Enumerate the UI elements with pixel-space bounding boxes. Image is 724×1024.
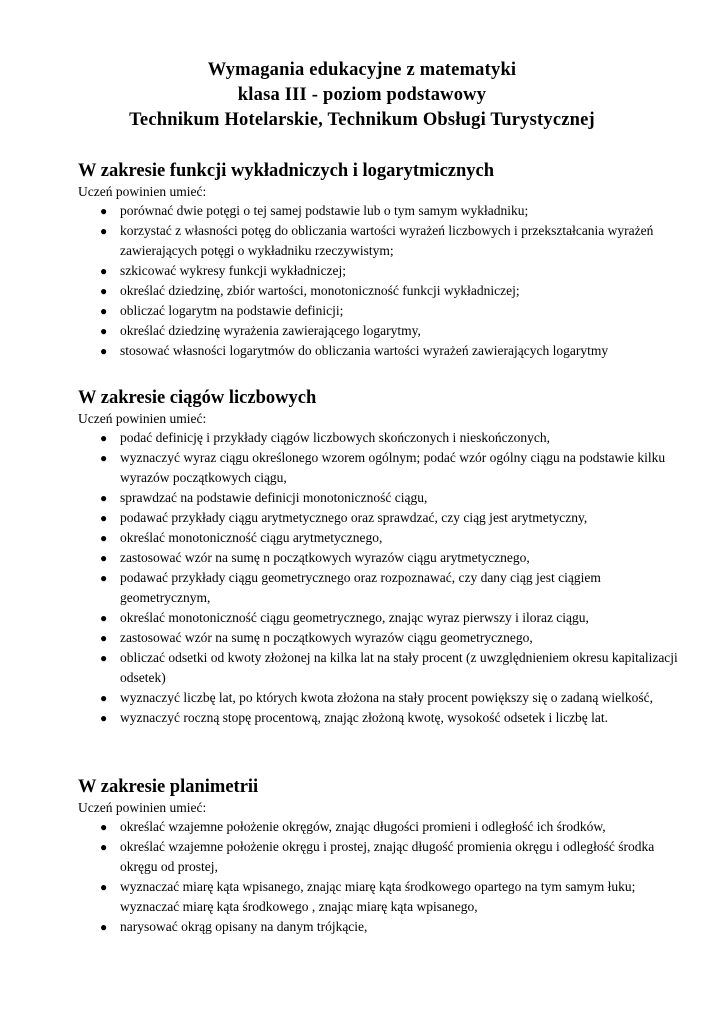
list-item — [78, 261, 678, 281]
document-title — [0, 58, 724, 133]
bullet-icon: ● — [100, 651, 108, 665]
section-intro: Uczeń powinien umieć: — [78, 411, 207, 426]
bullet-icon: ● — [100, 880, 108, 894]
requirements-list — [78, 201, 678, 361]
list-item — [78, 548, 678, 568]
bullet-icon: ● — [100, 491, 108, 505]
list-item — [78, 508, 678, 528]
list-item — [78, 448, 678, 488]
bullet-icon: ● — [100, 284, 108, 298]
list-item-text: podać definicję i przykłady ciągów liczbowych skończonych i nieskończonych, — [120, 430, 550, 445]
list-item-text: zastosować wzór na sumę n początkowych wyrazów ciągu geometrycznego, — [120, 630, 533, 645]
bullet-icon: ● — [100, 431, 108, 445]
list-item-text: obliczać odsetki od kwoty złożonej na kilka lat na stały procent (z uwzględnieniem okresu kapitalizacji odsetek) — [120, 650, 678, 685]
section-intro: Uczeń powinien umieć: — [78, 800, 207, 815]
list-item — [78, 837, 678, 877]
list-item — [78, 648, 678, 688]
list-item-text: stosować własności logarytmów do obliczania wartości wyrażeń zawierających logarytmy — [120, 343, 609, 358]
list-item-text: określać dziedzinę, zbiór wartości, monotoniczność funkcji wykładniczej; — [120, 283, 520, 298]
title-line-2: klasa III - poziom podstawowy — [237, 85, 487, 105]
list-item — [78, 301, 678, 321]
bullet-icon: ● — [100, 511, 108, 525]
bullet-icon: ● — [100, 820, 108, 834]
title-line-3: Technikum Hotelarskie, Technikum Obsługi Turystycznej — [129, 110, 595, 130]
list-item-text: określać wzajemne położenie okręgu i prostej, znając długość promienia okręgu i odległość środka okręgu od prostej, — [120, 839, 655, 874]
section-heading: W zakresie funkcji wykładniczych i logarytmicznych — [78, 161, 495, 181]
list-item-text: szkicować wykresy funkcji wykładniczej; — [120, 263, 347, 278]
list-item-text: porównać dwie potęgi o tej samej podstawie lub o tym samym wykładniku; — [120, 203, 529, 218]
list-item — [78, 341, 678, 361]
list-item-text: narysować okrąg opisany na danym trójkącie, — [120, 919, 368, 934]
bullet-icon: ● — [100, 324, 108, 338]
bullet-icon: ● — [100, 304, 108, 318]
list-item-text: wyznaczać miarę kąta wpisanego, znając miarę kąta środkowego opartego na tym samym łuku; wyznaczać miarę kąta środkowego , znając miarę kąta wpisanego, — [120, 879, 636, 914]
list-item — [78, 708, 678, 728]
list-item-text: zastosować wzór na sumę n początkowych wyrazów ciągu arytmetycznego, — [120, 550, 530, 565]
list-item — [78, 528, 678, 548]
list-item — [78, 817, 678, 837]
list-item — [78, 877, 678, 917]
list-item — [78, 917, 678, 937]
list-item — [78, 608, 678, 628]
bullet-icon: ● — [100, 531, 108, 545]
list-item — [78, 281, 678, 301]
bullet-icon: ● — [100, 264, 108, 278]
list-item — [78, 221, 678, 261]
section-exponential-logarithmic — [78, 160, 678, 361]
list-item — [78, 428, 678, 448]
bullet-icon: ● — [100, 451, 108, 465]
title-line-1: Wymagania edukacyjne z matematyki — [207, 60, 517, 80]
list-item-text: wyznaczyć roczną stopę procentową, znając złożoną kwotę, wysokość odsetek i liczbę lat. — [120, 710, 609, 725]
section-intro: Uczeń powinien umieć: — [78, 184, 207, 199]
list-item — [78, 688, 678, 708]
section-heading: W zakresie planimetrii — [78, 777, 259, 797]
list-item-text: sprawdzać na podstawie definicji monotoniczność ciągu, — [120, 490, 428, 505]
list-item-text: korzystać z własności potęg do obliczania wartości wyrażeń liczbowych i przekształcania wyrażeń zawierających potęgi o wykładniku rzeczywistym; — [120, 223, 654, 258]
requirements-list — [78, 428, 678, 728]
bullet-icon: ● — [100, 224, 108, 238]
list-item-text: podawać przykłady ciągu geometrycznego oraz rozpoznawać, czy dany ciąg jest ciągiem geometrycznym, — [120, 570, 601, 605]
list-item-text: podawać przykłady ciągu arytmetycznego oraz sprawdzać, czy ciąg jest arytmetyczny, — [120, 510, 588, 525]
bullet-icon: ● — [100, 920, 108, 934]
list-item — [78, 628, 678, 648]
list-item — [78, 568, 678, 608]
section-heading: W zakresie ciągów liczbowych — [78, 388, 317, 408]
list-item — [78, 321, 678, 341]
list-item-text: określać dziedzinę wyrażenia zawierającego logarytmy, — [120, 323, 421, 338]
list-item-text: określać monotoniczność ciągu arytmetycznego, — [120, 530, 383, 545]
bullet-icon: ● — [100, 711, 108, 725]
list-item-text: wyznaczyć liczbę lat, po których kwota złożona na stały procent powiększy się o zadaną wielkość, — [120, 690, 654, 705]
bullet-icon: ● — [100, 691, 108, 705]
bullet-icon: ● — [100, 551, 108, 565]
bullet-icon: ● — [100, 571, 108, 585]
bullet-icon: ● — [100, 344, 108, 358]
requirements-list — [78, 817, 678, 937]
bullet-icon: ● — [100, 611, 108, 625]
section-sequences — [78, 387, 678, 728]
list-item — [78, 201, 678, 221]
list-item-text: określać monotoniczność ciągu geometrycznego, znając wyraz pierwszy i iloraz ciągu, — [120, 610, 589, 625]
bullet-icon: ● — [100, 631, 108, 645]
bullet-icon: ● — [100, 204, 108, 218]
list-item-text: określać wzajemne położenie okręgów, znając długości promieni i odległość ich środków, — [120, 819, 606, 834]
list-item-text: wyznaczyć wyraz ciągu określonego wzorem ogólnym; podać wzór ogólny ciągu na podstawie kilku wyrazów początkowych ciągu, — [120, 450, 666, 485]
section-planimetry — [78, 776, 678, 937]
list-item-text: obliczać logarytm na podstawie definicji; — [120, 303, 344, 318]
bullet-icon: ● — [100, 840, 108, 854]
list-item — [78, 488, 678, 508]
